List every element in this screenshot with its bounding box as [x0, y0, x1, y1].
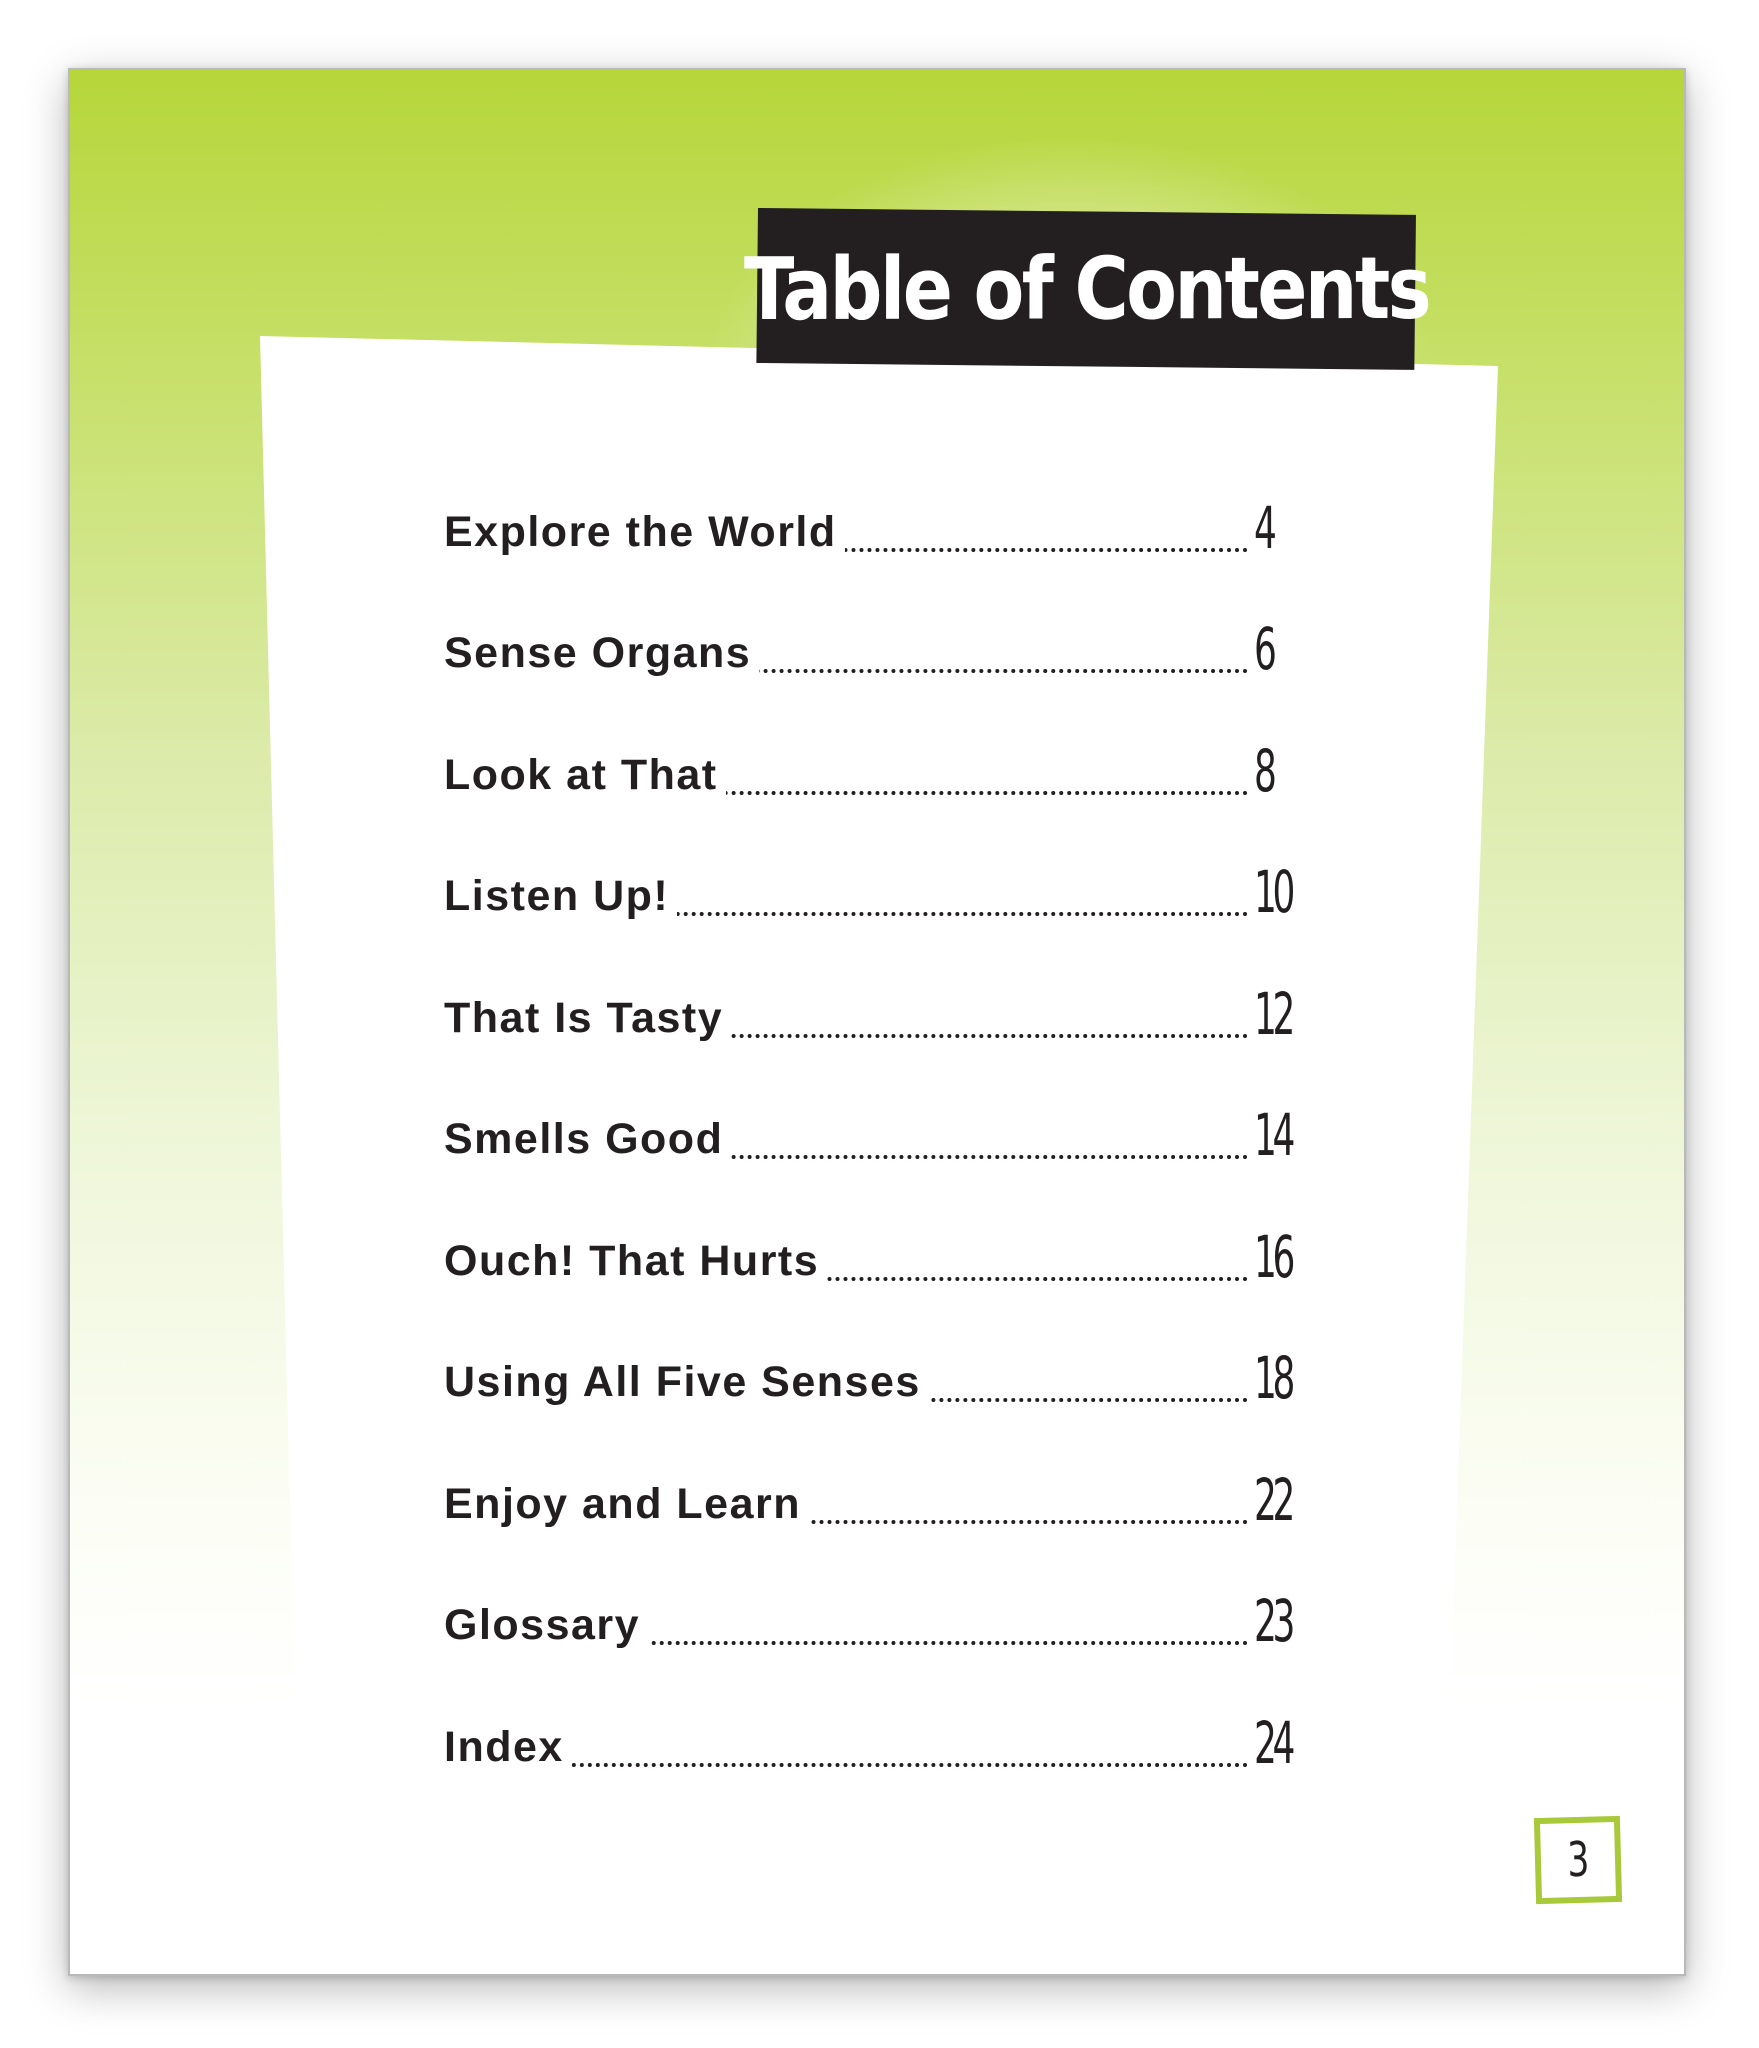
toc-entry-page: 8: [1254, 736, 1273, 805]
toc-entry-label: Enjoy and Learn: [444, 1480, 809, 1529]
toc-entry-page: 22: [1254, 1465, 1292, 1534]
toc-entry-page: 24: [1254, 1708, 1292, 1777]
toc-entry-label: Glossary: [444, 1601, 648, 1650]
toc-entry-index[interactable]: [444, 1685, 1404, 1807]
toc-entry-explore-the-world[interactable]: [444, 470, 1404, 592]
title-tab: [743, 208, 1429, 370]
toc-entry-page: 10: [1254, 858, 1292, 926]
toc-entry-using-all-five-senses[interactable]: [444, 1321, 1404, 1443]
toc-entry-glossary[interactable]: [444, 1564, 1404, 1686]
toc-entry-label: Sense Organs: [444, 629, 759, 678]
toc-entry-label: Look at That: [444, 751, 726, 800]
toc-entry-look-at-that[interactable]: [444, 713, 1404, 835]
toc-entry-page: 18: [1254, 1344, 1292, 1412]
toc-entry-page: 4: [1254, 493, 1273, 562]
book-page: [68, 68, 1686, 1976]
toc-entry-ouch-that-hurts[interactable]: [444, 1199, 1404, 1321]
toc-entry-that-is-tasty[interactable]: [444, 956, 1404, 1078]
toc-entry-label: Using All Five Senses: [444, 1358, 929, 1407]
toc-entry-label: Explore the World: [444, 508, 845, 557]
toc-entry-listen-up[interactable]: [444, 835, 1404, 957]
page-number: 3: [1566, 1831, 1590, 1889]
toc-entry-page: 12: [1254, 979, 1292, 1048]
toc-entry-enjoy-and-learn[interactable]: [444, 1442, 1404, 1564]
toc-entry-smells-good[interactable]: [444, 1078, 1404, 1200]
toc-entry-label: That Is Tasty: [444, 994, 731, 1043]
toc-entry-page: 6: [1254, 615, 1273, 683]
toc-entry-label: Listen Up!: [444, 872, 677, 921]
toc-entry-page: 23: [1254, 1587, 1292, 1655]
page-number-box: [1534, 1816, 1622, 1904]
toc-entry-label: Index: [444, 1723, 572, 1772]
toc-list: [444, 470, 1404, 1807]
toc-entry-label: Smells Good: [444, 1115, 731, 1164]
page-title: Table of Contents: [743, 238, 1429, 340]
toc-entry-page: 14: [1254, 1101, 1292, 1169]
toc-entry-page: 16: [1254, 1222, 1292, 1291]
toc-entry-label: Ouch! That Hurts: [444, 1237, 827, 1286]
toc-entry-sense-organs[interactable]: [444, 592, 1404, 714]
